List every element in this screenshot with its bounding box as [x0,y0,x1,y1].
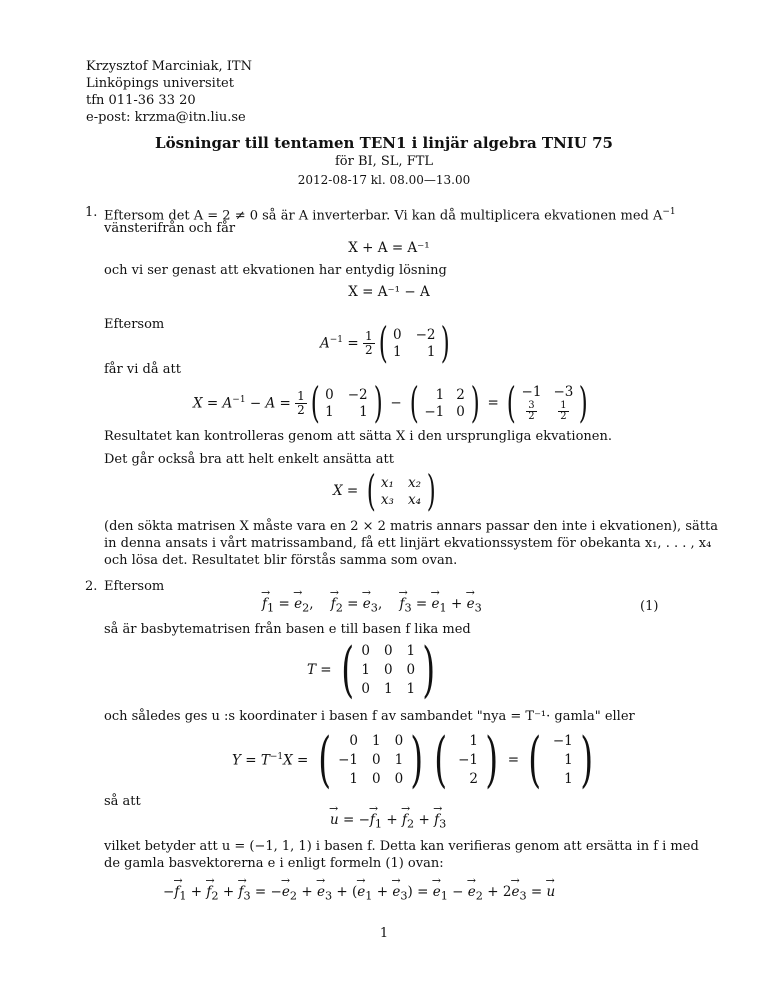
problem-1-text-a: Eftersom det A = 2 ≠ 0 så är A inverterbar. Vi kan då multiplicera ekvationen med $A^{-1}$ [104,207,676,224]
header-university: Linköpings universitet [86,76,234,91]
problem-1-text-7b: in denna ansats i vårt matrissamband, få ett linjärt ekvationssystem för obekanta x₁, . . . , x₄ [104,536,712,551]
problem-2-number: 2. [85,579,98,594]
basis-relation-equation: → $f_1$ = → $e_2$, → $f_2$ = → $e_3$, → $f_3$ = → $e_1$ + → $e_3$ [262,596,482,615]
document-title: Lösningar till tentamen TEN1 i linjär algebra TNIU 75 [155,134,613,152]
document-subtitle: för BI, SL, FTL [334,154,434,169]
problem-2-text-1: Eftersom [104,579,165,594]
problem-1-text-2: och vi ser genast att ekvationen har entydig lösning [104,263,447,278]
problem-1-text-5: Resultatet kan kontrolleras genom att sätta X i den ursprungliga ekvationen. [104,429,612,444]
equation-1: X + A = A⁻¹ [348,240,430,256]
problem-2-text-5a: vilket betyder att u = (−1, 1, 1) i basen f. Detta kan verifieras genom att ersätta in f i med [104,839,699,854]
problem-1-text-b: vänsterifrån och får [104,221,236,236]
solution-matrix-equation: $X = A^{-1} - A$ = $\frac{1}{2}$ ( 0 −2 1 1 ) − ( 1 2 −1 0 ) = ( −1 −3 $\frac{3}{2}$ $\frac{1}{2}$ ) [193,378,589,427]
problem-1-text-7c: och lösa det. Resultatet blir förstås samma som ovan. [104,553,458,568]
problem-1-text-6: Det går också bra att helt enkelt ansätta att [104,452,394,467]
header-email: e-post: krzma@itn.liu.se [86,110,246,125]
verification-equation: −→ $f_1$ + → $f_2$ + → $f_3$ = −→ $e_2$ + → $e_3$ + (→ $e_1$ + → $e_3$) = → $e_1$ − → $e_2 + 2\to e_3$ = → u [163,884,555,903]
problem-1-text-4: får vi då att [104,362,181,377]
problem-1-text-7a: (den sökta matrisen X måste vara en 2 × 2 matris annars passar den inte i ekvationen), sätta [104,519,718,534]
equation-2: X = A⁻¹ − A [348,284,430,300]
equation-number-1: (1) [640,599,659,614]
inverse-matrix-equation: $A^{-1}$ = $\frac{1}{2}$ ( 0 −2 1 1 ) [320,318,451,367]
coordinate-equation: $Y = T^{-1}X$ = ( 0 1 0 −1 0 1 1 0 0 ) ( 1 −1 2 ) = ( −1 1 1 ) [232,725,593,795]
problem-1-text-3: Eftersom [104,317,165,332]
problem-1-number: 1. [85,205,98,220]
problem-2-text-4: så att [104,794,141,809]
transition-matrix: T = ( 0 0 1 1 0 0 0 1 1 ) [307,635,436,705]
ansatz-matrix: X = ( x₁ x₂ x₃ x₄ ) [333,466,436,515]
problem-2-text-5b: de gamla basvektorerna e i enligt formeln (1) ovan: [104,856,444,871]
u-expansion-equation: → u = −→ $f_1$ + → $f_2$ + → $f_3$ [330,812,446,831]
page-number: 1 [379,926,389,941]
header-phone: tfn 011-36 33 20 [86,93,196,108]
header-author: Krzysztof Marciniak, ITN [86,59,252,74]
problem-2-text-3: och således ges u :s koordinater i basen f av sambandet "nya = T⁻¹· gamla" eller [104,709,635,724]
problem-2-text-2: så är basbytematrisen från basen e till basen f lika med [104,622,471,637]
document-date: 2012-08-17 kl. 08.00—13.00 [297,173,471,187]
